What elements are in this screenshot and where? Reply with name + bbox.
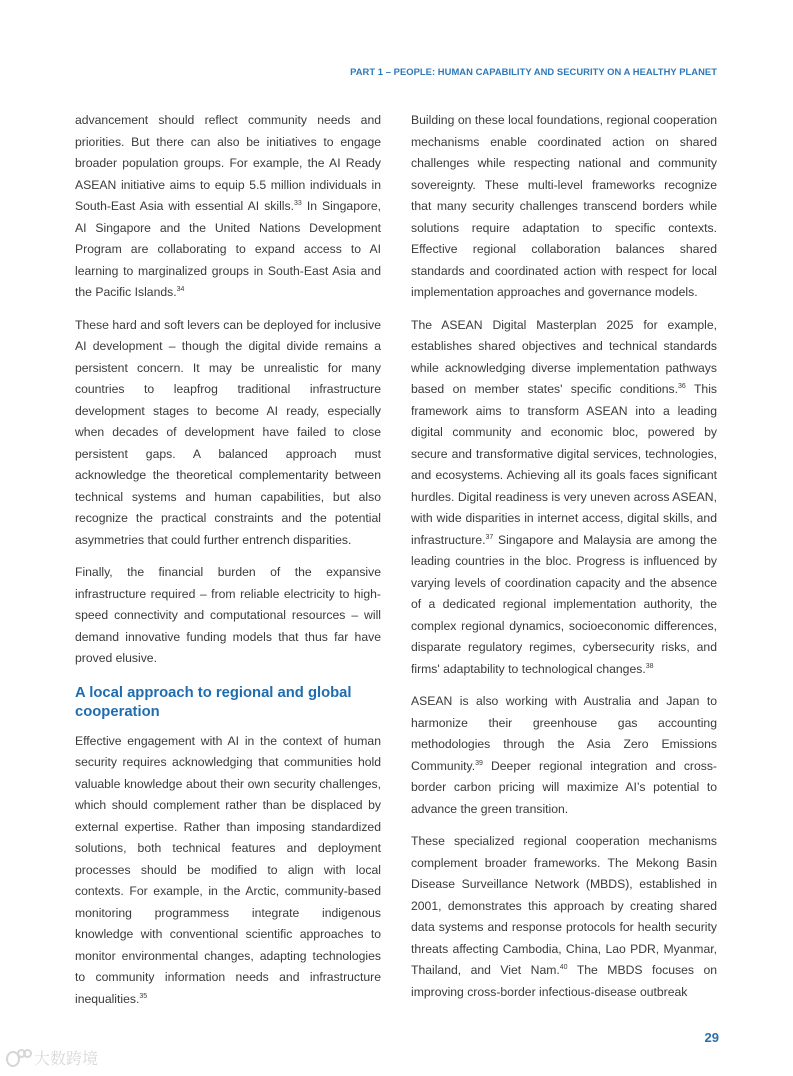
paragraph-text: ASEAN is also working with Australia and Japan to harmonize their greenhouse gas accounting methodologies through the Asia Zero Emissions Community.: [411, 694, 717, 773]
watermark: [6, 1046, 98, 1069]
paragraph: [411, 315, 717, 681]
watermark-logo-icon: [6, 1049, 30, 1067]
running-header: PART 1 – PEOPLE: HUMAN CAPABILITY AND SECURITY ON A HEALTHY PLANET: [350, 66, 717, 77]
paragraph-text: Deeper regional integration and cross-border carbon pricing will maximize AI’s potential to advance the green transition.: [411, 758, 717, 816]
page-number: 29: [704, 1030, 719, 1045]
section-heading: A local approach to regional and global cooperation: [75, 684, 352, 720]
footnote-ref[interactable]: 34: [176, 286, 185, 293]
footnote-ref[interactable]: 36: [678, 383, 686, 390]
paragraph-text: Effective engagement with AI in the context of human security requires acknowledging that communities hold valuable knowledge about their own security challenges, which should complement rather than be displaced by external expertise. Rather than imposing standardized solutions, both technical features and deployment processes should be modified to align with local contexts. For example, in the Arctic, community-based monitoring programmess integrate indigenous knowledge with conventional scientific approaches to monitor environmental changes, adapting technologies to community information needs and infrastructure inequalities.: [75, 733, 381, 1006]
paragraph-text: The MBDS focuses on improving cross-border infectious-disease outbreak: [411, 963, 717, 999]
paragraph: [411, 691, 717, 820]
paragraph-text: advancement should reflect community needs and priorities. But there can also be initiatives to engage broader population groups. For example, the AI Ready ASEAN initiative aims to equip 5.5 million individuals in South-East Asia with essential AI skills.: [75, 113, 381, 213]
footnote-ref[interactable]: 40: [559, 964, 568, 971]
footnote-ref[interactable]: 35: [139, 992, 148, 1000]
paragraph: [411, 831, 717, 1003]
paragraph: [75, 731, 381, 1011]
paragraph: [75, 110, 381, 304]
paragraph-text: These specialized regional cooperation mechanisms complement broader frameworks. The Mekong Basin Disease Surveillance Network (MBDS), established in 2001, demonstrates this approach by creating shared data systems and response protocols for health security threats affecting Cambodia, China, Lao PDR, Myanmar, Thailand, and Viet Nam.: [411, 834, 717, 977]
paragraph: Finally, the financial burden of the expansive infrastructure required – from reliable electricity to high-speed connectivity and computational resources – will demand innovative funding models that thus far have proved elusive.: [75, 565, 381, 665]
paragraph: These hard and soft levers can be deployed for inclusive AI development – though the digital divide remains a persistent concern. It may be unrealistic for many countries to leapfrog traditional infrastructure development stages to become AI ready, especially when decades of development have failed to close persistent gaps. A balanced approach must acknowledge the theoretical complementarity between technical systems and human capabilities, but also recognize the practical constraints and the potential asymmetries that could further entrench disparities.: [75, 317, 381, 547]
paragraph-text: Singapore and Malaysia are among the leading countries in the bloc. Progress is influenced by varying levels of coordination capacity and the absence of a dedicated regional implementation authority, the complex regional dynamics, socioeconomic differences, disparate regulatory regimes, cybersecurity risks, and firms' adaptability to technological changes.: [411, 532, 717, 676]
footnote-ref[interactable]: 38: [645, 662, 654, 670]
paragraph-text: This framework aims to transform ASEAN into a leading digital community and economic bloc, powered by secure and transformative digital services, technologies, and ecosystems. Achieving all its goals faces significant hurdles. Digital readiness is very uneven across ASEAN, with wide disparities in internet access, digital skills, and infrastructure.: [411, 382, 717, 547]
footnote-ref[interactable]: 33: [293, 200, 302, 207]
left-column: [75, 110, 381, 1021]
footnote-ref[interactable]: 39: [475, 759, 483, 767]
paragraph-text: The ASEAN Digital Masterplan 2025 for example, establishes shared objectives and technical standards while acknowledging diverse implementation pathways based on member states' specific conditions.: [411, 317, 717, 396]
paragraph-text: In Singapore, AI Singapore and the United Nations Development Program are collaborating to expand access to AI learning to marginalized groups in South-East Asia and the Pacific Islands.: [75, 199, 381, 299]
paragraph: Building on these local foundations, regional cooperation mechanisms enable coordinated action on shared challenges while respecting national and community sovereignty. These multi-level frameworks recognize that many security challenges transcend borders while solutions require adaptation to specific contexts. Effective regional collaboration balances shared standards and coordinated action with respect for local implementation approaches and governance models.: [411, 113, 717, 299]
right-column: [411, 110, 717, 1014]
footnote-ref[interactable]: 37: [485, 533, 494, 541]
watermark-text: 大数跨境: [34, 1051, 99, 1068]
